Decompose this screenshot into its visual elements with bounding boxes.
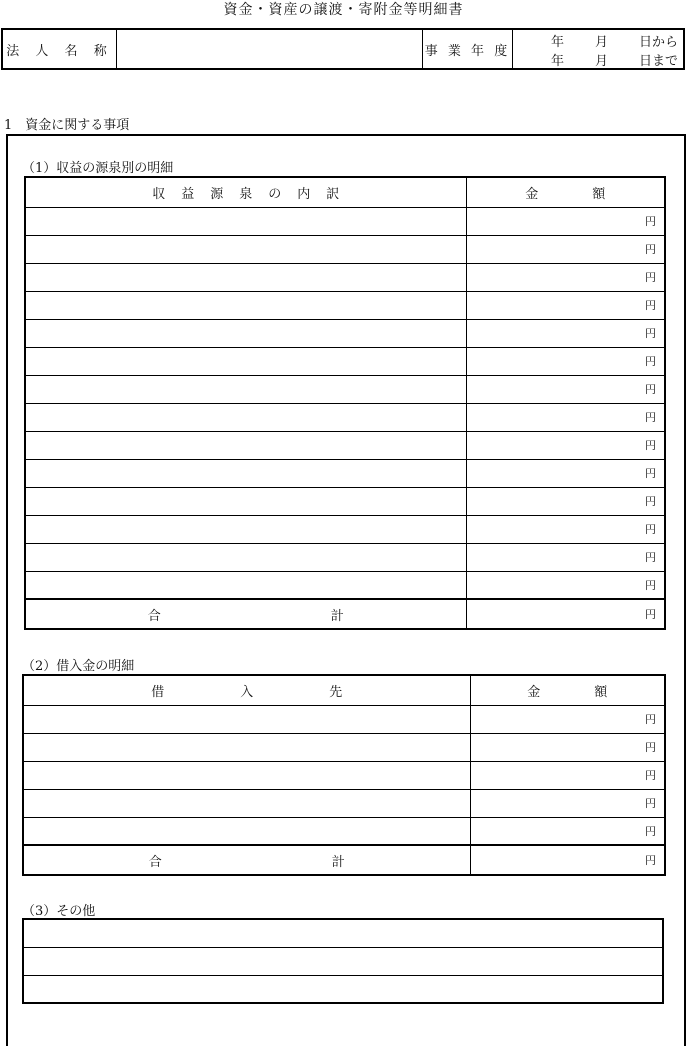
income-row-text-cell[interactable] bbox=[25, 431, 466, 459]
loans-amount-header-char: 額 bbox=[594, 684, 608, 700]
income-amount-cell[interactable]: 円 bbox=[466, 487, 665, 515]
income-source-header-char: 泉 bbox=[239, 186, 253, 202]
income-row bbox=[25, 431, 665, 459]
loans-total-label-char: 計 bbox=[331, 854, 345, 870]
income-row-text-cell[interactable] bbox=[25, 403, 466, 431]
fiscal-year-label: 事 業 年 度 bbox=[424, 43, 511, 59]
fiscal-year-label-cell bbox=[423, 30, 513, 68]
loans-row bbox=[23, 817, 665, 845]
income-row-text-cell[interactable] bbox=[25, 235, 466, 263]
other-row-text-cell[interactable] bbox=[23, 947, 663, 975]
income-amount-cell[interactable]: 円 bbox=[466, 571, 665, 599]
income-row-text-cell[interactable] bbox=[25, 207, 466, 235]
corp-name-field[interactable] bbox=[117, 30, 423, 68]
period-from-day: 日から bbox=[639, 35, 679, 50]
loans-amount-header bbox=[470, 675, 665, 705]
income-table bbox=[24, 176, 666, 630]
income-row bbox=[25, 235, 665, 263]
loans-amount-cell[interactable]: 円 bbox=[470, 761, 665, 789]
header-table bbox=[1, 28, 685, 70]
income-amount-cell[interactable]: 円 bbox=[466, 291, 665, 319]
income-row-text-cell[interactable] bbox=[25, 543, 466, 571]
income-row-text-cell[interactable] bbox=[25, 571, 466, 599]
loans-total-amount[interactable]: 円 bbox=[470, 845, 665, 875]
income-amount-cell[interactable]: 円 bbox=[466, 459, 665, 487]
corp-name-label: 法 人 名 称 bbox=[6, 43, 113, 59]
period-from-row bbox=[513, 31, 683, 50]
income-row-text-cell[interactable] bbox=[25, 375, 466, 403]
loans-row bbox=[23, 761, 665, 789]
loans-amount-header-char: 金 bbox=[527, 684, 541, 700]
period-to-day: 日まで bbox=[639, 54, 679, 69]
income-amount-cell[interactable]: 円 bbox=[466, 207, 665, 235]
loans-total-label-cell bbox=[23, 845, 470, 875]
income-amount-cell[interactable]: 円 bbox=[466, 347, 665, 375]
income-source-header-char: 訳 bbox=[326, 186, 340, 202]
income-row-text-cell[interactable] bbox=[25, 319, 466, 347]
other-subtitle: （3）その他 bbox=[22, 904, 96, 919]
loans-lender-header bbox=[23, 675, 470, 705]
loans-total-row bbox=[23, 845, 665, 875]
income-row bbox=[25, 263, 665, 291]
income-total-amount[interactable]: 円 bbox=[466, 599, 665, 629]
income-source-header-char: 益 bbox=[181, 186, 195, 202]
period-to-month: 月 bbox=[595, 54, 609, 69]
income-row-text-cell[interactable] bbox=[25, 291, 466, 319]
income-amount-header bbox=[466, 177, 665, 207]
income-amount-cell[interactable]: 円 bbox=[466, 263, 665, 291]
income-row bbox=[25, 291, 665, 319]
other-row bbox=[23, 919, 663, 947]
other-row-text-cell[interactable] bbox=[23, 975, 663, 1003]
income-row-text-cell[interactable] bbox=[25, 487, 466, 515]
income-row-text-cell[interactable] bbox=[25, 263, 466, 291]
loans-row-text-cell[interactable] bbox=[23, 705, 470, 733]
income-row-text-cell[interactable] bbox=[25, 459, 466, 487]
income-subtitle: （1）収益の源泉別の明細 bbox=[22, 161, 174, 176]
income-amount-cell[interactable]: 円 bbox=[466, 431, 665, 459]
corp-name-label-cell bbox=[3, 30, 117, 68]
income-row-text-cell[interactable] bbox=[25, 515, 466, 543]
document-title: 資金・資産の譲渡・寄附金等明細書 bbox=[223, 2, 464, 18]
income-source-header-char: 収 bbox=[152, 186, 166, 202]
income-row bbox=[25, 459, 665, 487]
income-amount-cell[interactable]: 円 bbox=[466, 403, 665, 431]
corp-name-value bbox=[117, 30, 422, 68]
loans-amount-cell[interactable]: 円 bbox=[470, 733, 665, 761]
loans-row-text-cell[interactable] bbox=[23, 761, 470, 789]
income-total-label-char: 計 bbox=[330, 608, 344, 624]
income-row bbox=[25, 515, 665, 543]
income-amount-cell[interactable]: 円 bbox=[466, 235, 665, 263]
other-row bbox=[23, 947, 663, 975]
income-source-header-char: の bbox=[268, 186, 282, 202]
loans-lender-header-char: 借 bbox=[151, 684, 165, 700]
income-total-label-cell bbox=[25, 599, 466, 629]
loans-subtitle: （2）借入金の明細 bbox=[22, 659, 135, 674]
loans-row-text-cell[interactable] bbox=[23, 733, 470, 761]
loans-amount-cell[interactable]: 円 bbox=[470, 705, 665, 733]
income-amount-cell[interactable]: 円 bbox=[466, 515, 665, 543]
other-table bbox=[22, 918, 664, 1004]
loans-row-text-cell[interactable] bbox=[23, 817, 470, 845]
other-row-text-cell[interactable] bbox=[23, 919, 663, 947]
income-row-text-cell[interactable] bbox=[25, 347, 466, 375]
income-row bbox=[25, 543, 665, 571]
income-amount-header-char: 金 bbox=[525, 186, 539, 202]
loans-row bbox=[23, 733, 665, 761]
income-amount-cell[interactable]: 円 bbox=[466, 543, 665, 571]
income-row bbox=[25, 347, 665, 375]
income-amount-cell[interactable]: 円 bbox=[466, 319, 665, 347]
loans-row-text-cell[interactable] bbox=[23, 789, 470, 817]
other-row bbox=[23, 975, 663, 1003]
income-total-row bbox=[25, 599, 665, 629]
loans-lender-header-char: 入 bbox=[240, 684, 254, 700]
income-source-header bbox=[25, 177, 466, 207]
income-amount-header-char: 額 bbox=[592, 186, 606, 202]
income-row bbox=[25, 571, 665, 599]
income-total-label-char: 合 bbox=[147, 608, 161, 624]
period-to-row bbox=[513, 50, 683, 69]
income-source-header-char: 内 bbox=[297, 186, 311, 202]
fiscal-period-field[interactable] bbox=[513, 30, 683, 68]
income-row bbox=[25, 375, 665, 403]
income-amount-cell[interactable]: 円 bbox=[466, 375, 665, 403]
income-row bbox=[25, 319, 665, 347]
loans-table bbox=[22, 674, 666, 876]
period-to-year: 年 bbox=[551, 54, 565, 69]
income-source-header-char: 源 bbox=[210, 186, 224, 202]
period-from-year: 年 bbox=[551, 35, 565, 50]
loans-total-label-char: 合 bbox=[148, 854, 162, 870]
section1-title: 1 資金に関する事項 bbox=[4, 118, 130, 133]
income-row bbox=[25, 207, 665, 235]
loans-row bbox=[23, 705, 665, 733]
income-row bbox=[25, 487, 665, 515]
loans-lender-header-char: 先 bbox=[329, 684, 343, 700]
loans-amount-cell[interactable]: 円 bbox=[470, 789, 665, 817]
loans-amount-cell[interactable]: 円 bbox=[470, 817, 665, 845]
income-row bbox=[25, 403, 665, 431]
loans-row bbox=[23, 789, 665, 817]
period-from-month: 月 bbox=[595, 35, 609, 50]
